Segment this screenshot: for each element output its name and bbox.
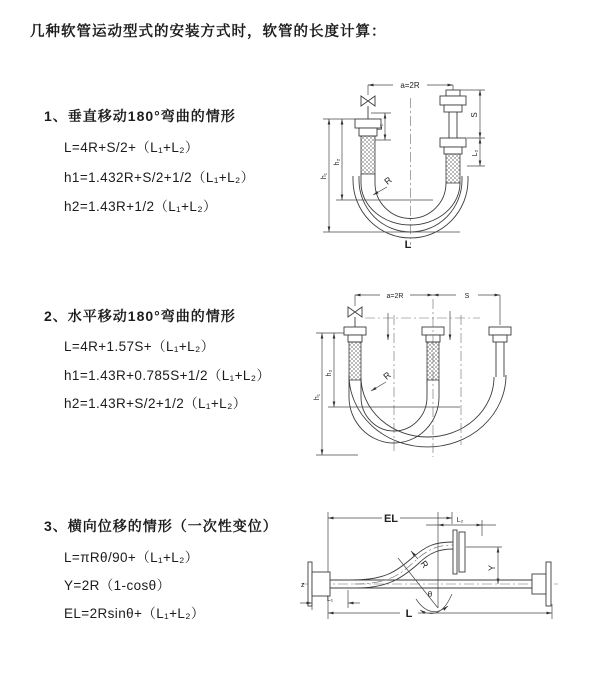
- section-3-formula-Y: Y=2R（1-cosθ）: [64, 578, 171, 593]
- right-fitting-lower: [440, 138, 466, 147]
- dim-label-h2: h₂: [326, 369, 333, 377]
- section-3-formula-EL: EL=2Rsinθ+（L₁+L₂）: [64, 606, 205, 621]
- section-1-formula-h1: h1=1.432R+S/2+1/2（L₁+L₂）: [64, 170, 255, 185]
- page-title: 几种软管运动型式的安装方式时，软管的长度计算：: [30, 24, 387, 40]
- diagram-3-lateral-displacement: [300, 500, 600, 650]
- hose-s-curve: [330, 542, 453, 588]
- dim-label-l2: L₂: [472, 149, 479, 157]
- dim-label-a2r: a=2R: [400, 81, 420, 90]
- dim-label-l1: L₁: [326, 596, 334, 603]
- section-2-formula-h1: h1=1.43R+0.785S+1/2（L₁+L₂）: [64, 368, 271, 383]
- radius-label: R: [418, 558, 431, 570]
- right-flange: [546, 562, 551, 606]
- centerline-mark: z: [301, 582, 305, 589]
- angle-label: θ: [427, 590, 433, 599]
- section-3-formula-L: L=πRθ/90+（L₁+L₂）: [64, 550, 199, 565]
- right-fitting-top: [446, 90, 460, 96]
- left-flange: [308, 562, 312, 606]
- right-braid-section: [446, 154, 460, 183]
- valve-icon: [348, 307, 362, 327]
- dim-label-s: S: [470, 112, 479, 118]
- left-fitting: [344, 327, 366, 335]
- left-braid-section: [361, 136, 375, 174]
- radius-label: R: [381, 369, 393, 382]
- section-2-heading: 2、水平移动180°弯曲的情形: [44, 308, 236, 324]
- length-label: L: [404, 239, 412, 251]
- diagram-2-horizontal-u-bend: [310, 285, 600, 463]
- dim-label-el: EL: [383, 513, 399, 525]
- hose-u-curves: [349, 375, 506, 447]
- left-braid-section: [349, 342, 361, 380]
- right-fitting: [489, 327, 511, 335]
- radius-label: R: [382, 174, 394, 187]
- section-1-formula-h2: h2=1.43R+1/2（L₁+L₂）: [64, 199, 217, 214]
- right-hub: [532, 574, 546, 594]
- dim-label-s: S: [464, 293, 470, 300]
- dim-label-a2r: a=2R: [386, 293, 404, 300]
- diagram-1-vertical-u-bend: [315, 70, 580, 255]
- section-2-formula-L: L=4R+1.57S+（L₁+L₂）: [64, 339, 215, 354]
- dim-label-l1: L₁: [377, 123, 384, 131]
- section-1-heading: 1、垂直移动180°弯曲的情形: [44, 108, 236, 124]
- section-1-formula-L: L=4R+S/2+（L₁+L₂）: [64, 140, 199, 155]
- dim-label-h1: h₁: [321, 172, 328, 180]
- section-2-formula-h2: h2=1.43R+S/2+1/2（L₁+L₂）: [64, 396, 247, 411]
- dim-label-h1: h₁: [314, 393, 321, 401]
- dim-label-y: Y: [487, 564, 497, 572]
- section-3-heading: 3、横向位移的情形（一次性变位）: [44, 518, 278, 534]
- dim-label-l2: L₂: [456, 517, 464, 524]
- dim-label-l: L: [405, 608, 413, 620]
- valve-icon: [361, 96, 375, 119]
- top-right-flange: [453, 530, 457, 574]
- dim-label-h2: h₂: [334, 158, 341, 166]
- radius-line: [398, 558, 438, 608]
